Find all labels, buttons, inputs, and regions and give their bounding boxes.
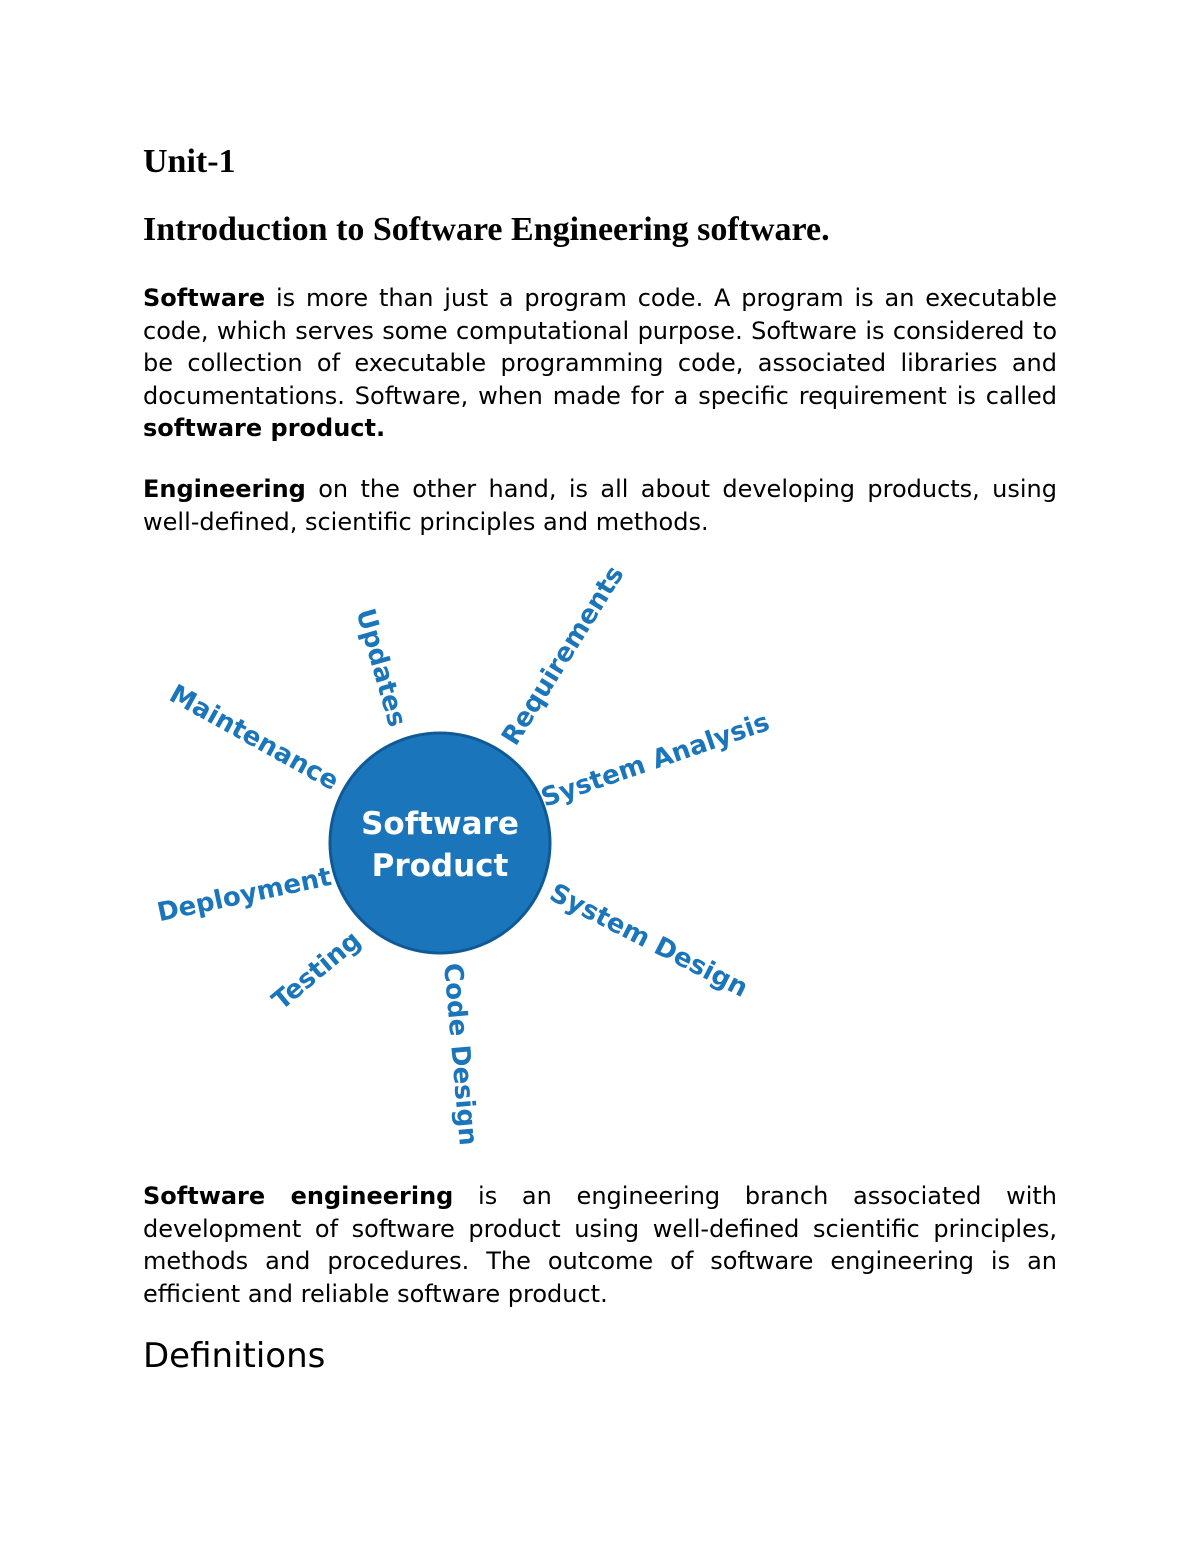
engineering-paragraph [143,473,1057,538]
software-engineering-paragraph-text: is an engineering branch associated with development of software product using well-defined scientific principles, methods and procedures. The outcome of software engineering is an efficient and reliable software product. [143,1182,1057,1308]
hub-label-line2: Product [371,848,509,884]
spoke-code-design: Code Design [437,961,483,1147]
software-engineering-paragraph [143,1180,1057,1310]
software-product-diagram [140,560,800,1160]
spoke-updates: Updates [349,605,412,731]
hub-circle [330,733,550,953]
spoke-testing: Testing [266,925,368,1017]
engineering-term: Engineering [143,475,306,503]
software-product-term: software product. [143,414,386,442]
spoke-deployment: Deployment [154,862,335,929]
software-paragraph-text: is more than just a program code. A program is an executable code, which serves some computational purpose. Software is considered to be collection of executable programming code, associated libraries and documentations. Software, when made for a specific requirement is called [143,284,1057,410]
software-engineering-term: Software engineering [143,1182,454,1210]
spoke-system-design: System Design [544,878,753,1004]
spoke-requirements: Requirements [496,560,631,751]
software-term: Software [143,284,266,312]
spoke-maintenance: Maintenance [164,679,344,797]
spoke-system-analysis: System Analysis [537,707,774,814]
unit-heading: Unit-1 [143,143,236,180]
page-title: Introduction to Software Engineering software. [143,211,830,248]
definitions-heading: Definitions [143,1336,326,1376]
software-paragraph [143,282,1057,445]
hub-label-line1: Software [361,806,519,842]
engineering-paragraph-text: on the other hand, is all about developing products, using well-defined, scientific principles and methods. [143,475,1057,536]
